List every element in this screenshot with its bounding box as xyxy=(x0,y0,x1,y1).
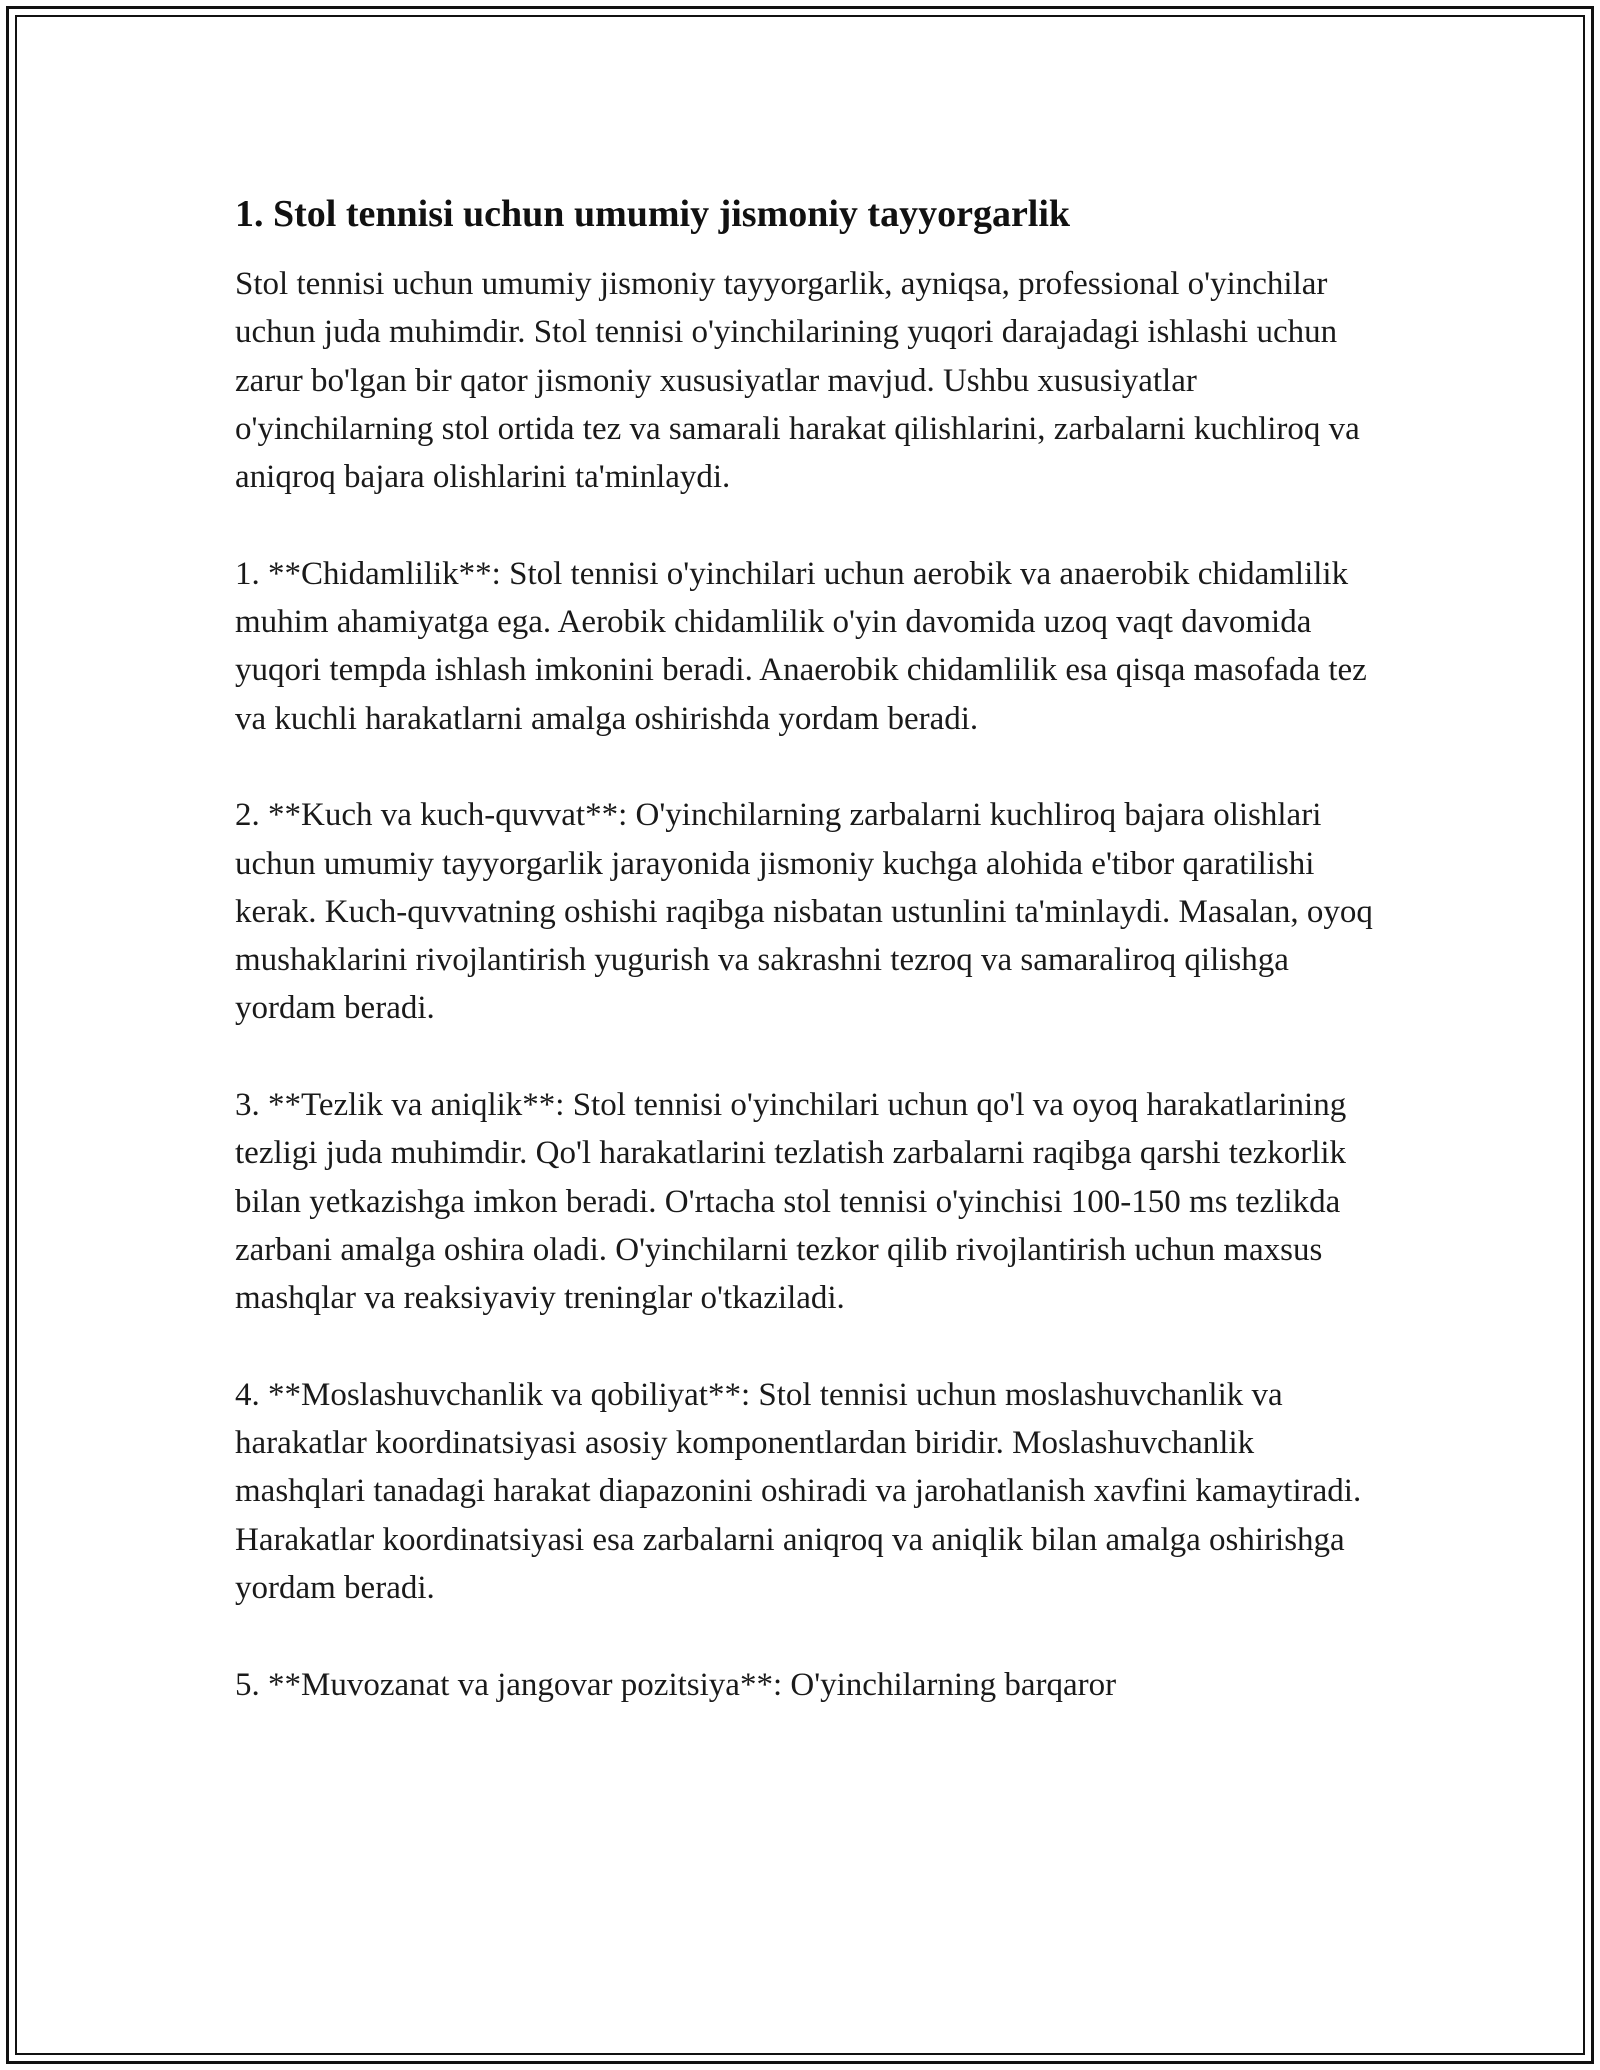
paragraph-flexibility: 4. **Moslashuvchanlik va qobiliyat**: Stol tennisi uchun moslashuvchanlik va harakatlar koordinatsiyasi asosiy komponentlardan biridir. Moslashuvchanlik mashqlari tanadagi harakat diapazonini oshiradi va jarohatlanish xavfini kamaytiradi. Harakatlar koordinatsiyasi esa zarbalarni aniqroq va aniqlik bilan amalga oshirishga yordam beradi. xyxy=(235,1376,1362,1607)
paragraph-balance: 5. **Muvozanat va jangovar pozitsiya**: O'yinchilarning barqaror xyxy=(235,1666,1117,1703)
intro-paragraph: Stol tennisi uchun umumiy jismoniy tayyorgarlik, ayniqsa, professional o'yinchilar uchun juda muhimdir. Stol tennisi o'yinchilarining yuqori darajadagi ishlashi uchun zarur bo'lgan bir qator jismoniy xususiyatlar mavjud. Ushbu xususiyatlar o'yinchilarning stol ortida tez va samarali harakat qilishlarini, zarbalarni kuchliroq va aniqroq bajara olishlarini ta'minlaydi. xyxy=(235,266,1360,496)
document-body xyxy=(235,188,1385,1757)
section-heading: 1. Stol tennisi uchun umumiy jismoniy tayyorgarlik xyxy=(235,193,1071,235)
paragraph-strength: 2. **Kuch va kuch-quvvat**: O'yinchilarning zarbalarni kuchliroq bajara olishlari uchun umumiy tayyorgarlik jarayonida jismoniy kuchga alohida e'tibor qaratilishi kerak. Kuch-quvvatning oshishi raqibga nisbatan ustunlini ta'minlaydi. Masalan, oyoq mushaklarini rivojlantirish yugurish va sakrashni tezroq va samaraliroq qilishga yordam beradi. xyxy=(235,797,1373,1027)
paragraph-endurance: 1. **Chidamlilik**: Stol tennisi o'yinchilari uchun aerobik va anaerobik chidamlilik muhim ahamiyatga ega. Aerobik chidamlilik o'yin davomida uzoq vaqt davomida yuqori tempda ishlash imkonini beradi. Anaerobik chidamlilik esa qisqa masofada tez va kuchli harakatlarni amalga oshirishda yordam beradi. xyxy=(235,555,1367,737)
paragraph-speed: 3. **Tezlik va aniqlik**: Stol tennisi o'yinchilari uchun qo'l va oyoq harakatlarining tezligi juda muhimdir. Qo'l harakatlarini tezlatish zarbalarni raqibga qarshi tezkorlik bilan yetkazishga imkon beradi. O'rtacha stol tennisi o'yinchisi 100-150 ms tezlikda zarbani amalga oshira oladi. O'yinchilarni tezkor qilib rivojlantirish uchun maxsus mashqlar va reaksiyaviy treninglar o'tkaziladi. xyxy=(235,1087,1347,1317)
